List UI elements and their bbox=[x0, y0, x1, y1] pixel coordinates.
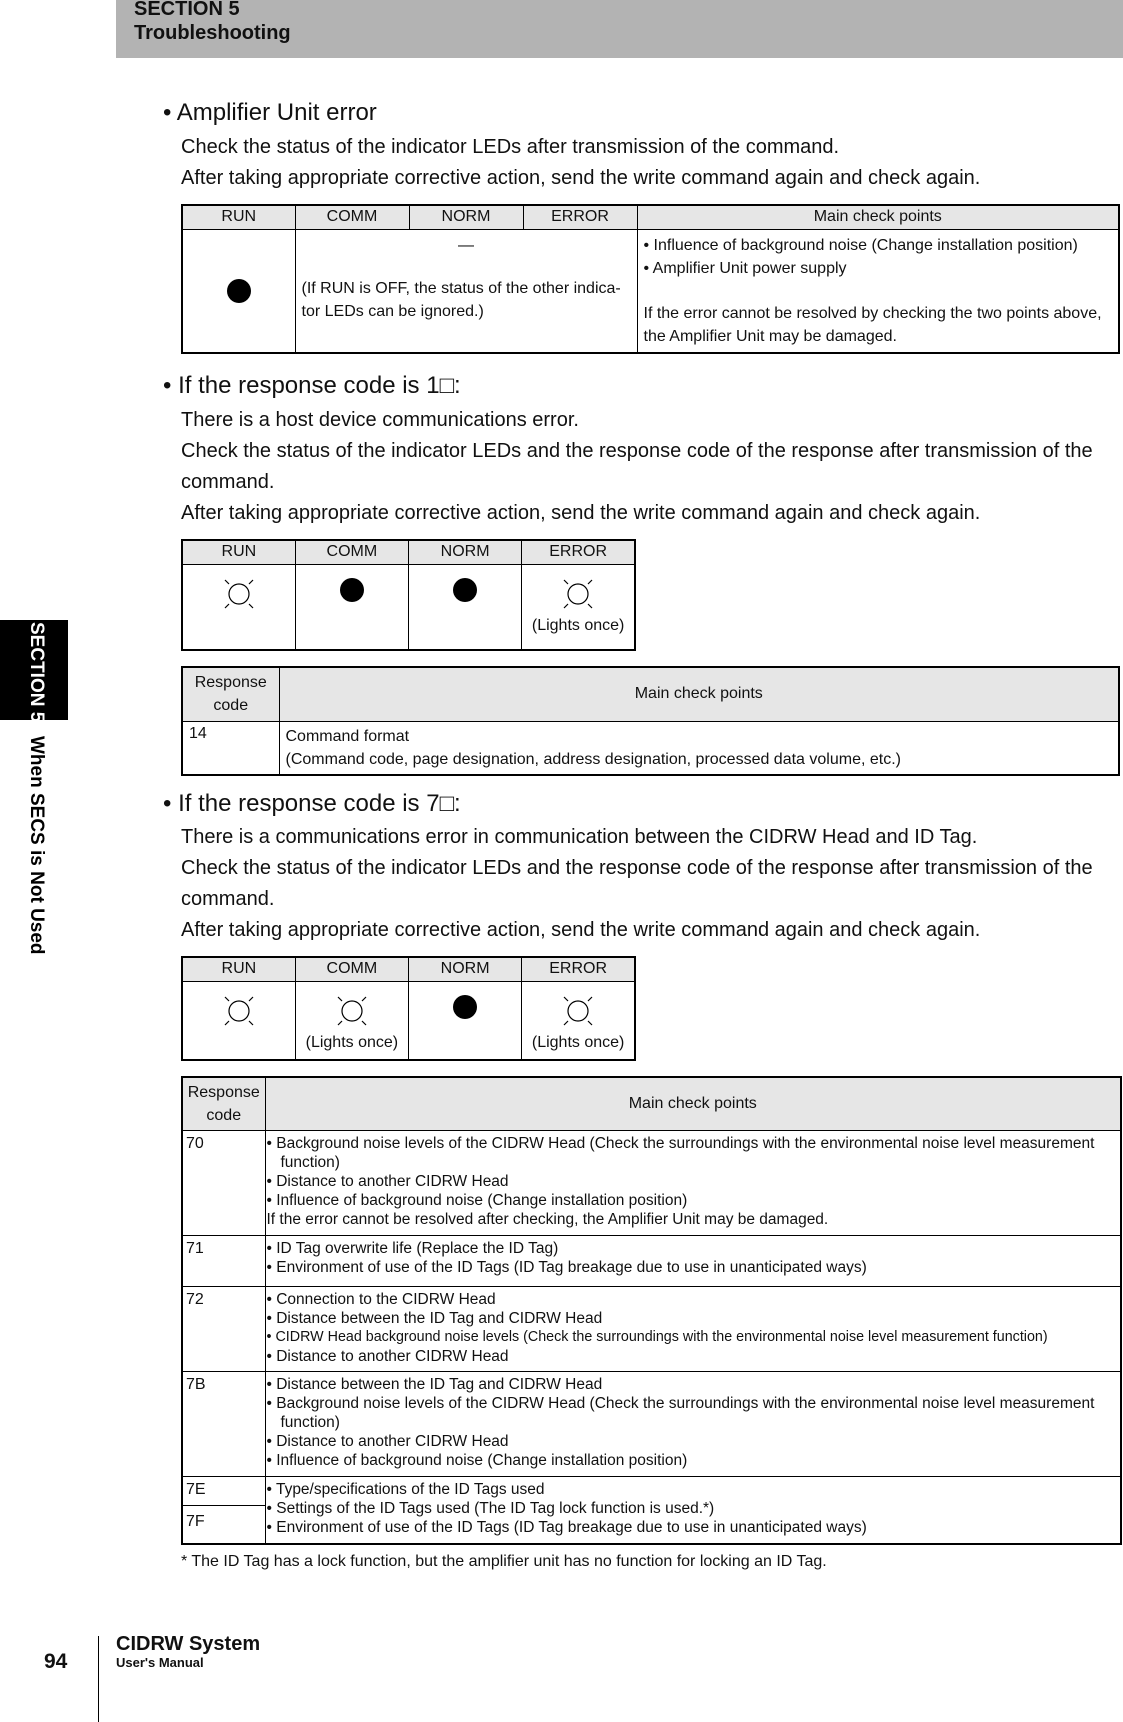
col-error: ERROR bbox=[522, 540, 635, 564]
lights-once-label: (Lights once) bbox=[531, 616, 625, 634]
led-lit-icon bbox=[558, 577, 598, 611]
check-points-cell bbox=[279, 721, 1119, 775]
col-norm: NORM bbox=[409, 205, 523, 229]
led-cell-run bbox=[182, 981, 295, 1060]
paragraph: Check the status of the indicator LEDs after transmission of the command. bbox=[181, 136, 840, 158]
check-point: • Settings of the ID Tags used (The ID Tag lock function is used.*) bbox=[266, 1499, 715, 1517]
check-points-cell bbox=[265, 1130, 1121, 1235]
heading-amplifier-error: • Amplifier Unit error bbox=[163, 99, 377, 126]
footnote: * The ID Tag has a lock function, but the amplifier unit has no function for locking an ID Tag. bbox=[181, 1553, 827, 1570]
paragraph: After taking appropriate corrective action, send the write command again and check again. bbox=[181, 502, 981, 524]
check-point: • Distance between the ID Tag and CIDRW Head bbox=[266, 1375, 603, 1393]
check-points-cell bbox=[265, 1371, 1121, 1476]
product-name: CIDRW System bbox=[116, 1633, 261, 1655]
check-point: • Distance to another CIDRW Head bbox=[266, 1347, 509, 1365]
check-point: • Influence of background noise (Change installation position) bbox=[266, 1451, 688, 1469]
col-run: RUN bbox=[182, 957, 295, 981]
code-value: 70 bbox=[186, 1134, 204, 1152]
col-response-code: Response code bbox=[182, 1077, 265, 1130]
table-row bbox=[182, 1130, 1121, 1235]
dash: — bbox=[458, 236, 474, 254]
side-tab-section: SECTION 5 bbox=[26, 622, 47, 723]
col-comm: COMM bbox=[295, 205, 409, 229]
led-off-icon bbox=[452, 577, 478, 603]
code7-led-table bbox=[181, 956, 636, 1061]
col-run: RUN bbox=[182, 205, 295, 229]
heading-response-7: • If the response code is 7□: bbox=[163, 790, 461, 817]
check-points-cell bbox=[265, 1286, 1121, 1371]
col-error: ERROR bbox=[522, 957, 635, 981]
code-value: 72 bbox=[186, 1290, 204, 1308]
paragraph: There is a host device communications error. bbox=[181, 409, 579, 431]
code-value: 71 bbox=[186, 1239, 204, 1257]
led-lit-icon bbox=[332, 994, 372, 1028]
col-main-check: Main check points bbox=[637, 205, 1119, 229]
check-point: • Distance to another CIDRW Head bbox=[266, 1172, 509, 1190]
amp-led-table bbox=[181, 204, 1120, 354]
check-point: • Distance to another CIDRW Head bbox=[266, 1432, 509, 1450]
check-note: If the error cannot be resolved after checking, the Amplifier Unit may be damaged. bbox=[266, 1210, 829, 1228]
check-point: • ID Tag overwrite life (Replace the ID Tag) bbox=[266, 1239, 559, 1257]
check-point: • Distance between the ID Tag and CIDRW Head bbox=[266, 1309, 603, 1327]
section-title: Troubleshooting bbox=[134, 22, 291, 44]
table-row bbox=[182, 1235, 1121, 1286]
side-tab-title: When SECS is Not Used bbox=[26, 736, 47, 955]
check-point: • Connection to the CIDRW Head bbox=[266, 1290, 496, 1308]
led-off-icon bbox=[226, 278, 252, 304]
led-cell-error bbox=[522, 981, 635, 1060]
code-value: 7B bbox=[186, 1375, 206, 1393]
check-point: Command format bbox=[285, 727, 410, 745]
led-cell-comm bbox=[295, 564, 408, 650]
response-code bbox=[182, 1286, 265, 1371]
code-value: 7E bbox=[186, 1480, 206, 1498]
col-main-check: Main check points bbox=[279, 667, 1119, 721]
paragraph: command. bbox=[181, 888, 275, 910]
paragraph: Check the status of the indicator LEDs and the response code of the response after transmission of the bbox=[181, 857, 1093, 879]
response-code bbox=[182, 1371, 265, 1476]
led-cell-run bbox=[182, 564, 295, 650]
response-code bbox=[182, 1130, 265, 1235]
code7-response-table bbox=[181, 1076, 1122, 1545]
page-number: 94 bbox=[44, 1650, 68, 1673]
paragraph: command. bbox=[181, 471, 275, 493]
table-row bbox=[182, 1286, 1121, 1371]
led-lit-icon bbox=[219, 577, 259, 611]
col-comm: COMM bbox=[295, 540, 408, 564]
table-row bbox=[182, 1371, 1121, 1476]
other-leds-cell bbox=[295, 229, 637, 353]
col-run: RUN bbox=[182, 540, 295, 564]
led-cell-comm bbox=[295, 981, 408, 1060]
check-points-cell bbox=[637, 229, 1119, 353]
check-points-cell bbox=[265, 1235, 1121, 1286]
col-error: ERROR bbox=[523, 205, 637, 229]
check-point: • Influence of background noise (Change installation position) bbox=[266, 1191, 688, 1209]
response-code bbox=[182, 1476, 265, 1544]
footer-divider bbox=[98, 1636, 99, 1722]
check-point: • Environment of use of the ID Tags (ID Tag breakage due to use in unanticipated ways) bbox=[266, 1258, 867, 1276]
check-point: (Command code, page designation, address designation, processed data volume, etc.) bbox=[285, 750, 901, 768]
led-cell-norm bbox=[409, 564, 522, 650]
side-tab-text bbox=[25, 622, 47, 955]
section-header bbox=[116, 0, 1123, 58]
check-points-cell bbox=[265, 1476, 1121, 1544]
col-response-code: Response code bbox=[182, 667, 279, 721]
col-comm: COMM bbox=[295, 957, 408, 981]
check-point: • Amplifier Unit power supply bbox=[643, 259, 847, 277]
check-point: • Environment of use of the ID Tags (ID Tag breakage due to use in unanticipated ways) bbox=[266, 1518, 867, 1536]
led-lit-icon bbox=[558, 994, 598, 1028]
response-code bbox=[182, 1235, 265, 1286]
paragraph: After taking appropriate corrective action, send the write command again and check again. bbox=[181, 167, 981, 189]
lights-once-label: (Lights once) bbox=[531, 1033, 625, 1051]
response-code: 14 bbox=[182, 721, 279, 775]
check-point: • Type/specifications of the ID Tags used bbox=[266, 1480, 545, 1498]
note: (If RUN is OFF, the status of the other indica-tor LEDs can be ignored.) bbox=[301, 279, 621, 320]
heading-response-1: • If the response code is 1□: bbox=[163, 372, 461, 399]
lights-once-label: (Lights once) bbox=[305, 1033, 399, 1051]
check-point: • CIDRW Head background noise levels (Check the surroundings with the environmental noise level measurement function) bbox=[266, 1328, 1048, 1345]
col-main-check: Main check points bbox=[265, 1077, 1121, 1130]
check-note: If the error cannot be resolved by checking the two points above, the Amplifier Unit may be damaged. bbox=[643, 304, 1102, 345]
col-norm: NORM bbox=[409, 540, 522, 564]
check-point: • Background noise levels of the CIDRW Head (Check the surroundings with the environmental noise level measurement function) bbox=[266, 1134, 1095, 1171]
code1-led-table bbox=[181, 539, 636, 651]
led-cell-norm bbox=[409, 981, 522, 1060]
code1-response-table bbox=[181, 666, 1120, 776]
paragraph: After taking appropriate corrective action, send the write command again and check again. bbox=[181, 919, 981, 941]
check-point: • Influence of background noise (Change installation position) bbox=[643, 236, 1078, 254]
paragraph: Check the status of the indicator LEDs and the response code of the response after transmission of the bbox=[181, 440, 1093, 462]
led-lit-icon bbox=[219, 994, 259, 1028]
manual-name: User's Manual bbox=[116, 1655, 204, 1670]
check-point: • Background noise levels of the CIDRW Head (Check the surroundings with the environmental noise level measurement function) bbox=[266, 1394, 1095, 1431]
run-cell bbox=[182, 229, 295, 353]
section-label: SECTION 5 bbox=[134, 0, 240, 20]
led-off-icon bbox=[339, 577, 365, 603]
paragraph: There is a communications error in communication between the CIDRW Head and ID Tag. bbox=[181, 826, 978, 848]
col-norm: NORM bbox=[409, 957, 522, 981]
led-cell-error bbox=[522, 564, 635, 650]
led-off-icon bbox=[452, 994, 478, 1020]
code-value: 7F bbox=[183, 1505, 265, 1531]
table-row bbox=[182, 1476, 1121, 1544]
